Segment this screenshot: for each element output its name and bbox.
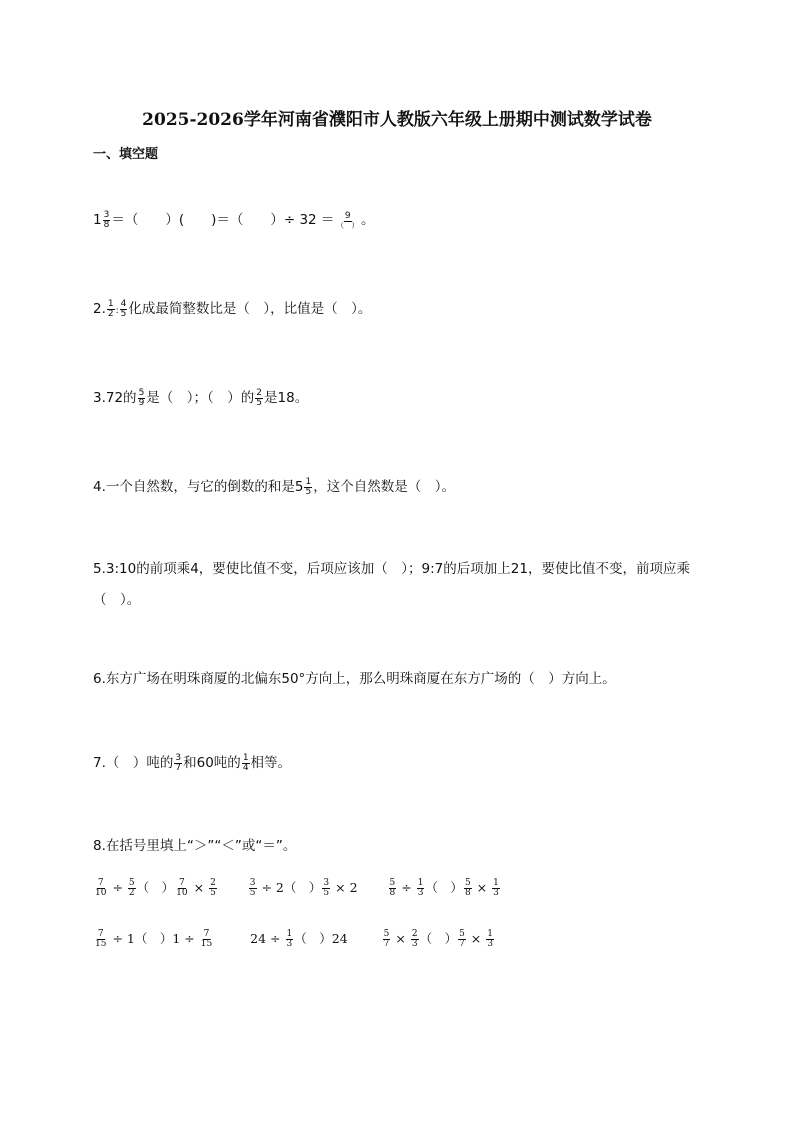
question-text: 化成最简整数比是（ ），比值是（ ）。 — [128, 301, 372, 317]
question-8 — [93, 836, 296, 856]
answer-blank[interactable]: （ ） — [425, 880, 463, 895]
comparison-item: $\frac{5}{8}$ ÷ $\frac{1}{3}$ （ ） $\frac{5}{8}$ × $\frac{1}{3}$ — [389, 878, 499, 898]
answer-blank[interactable]: （ ） — [294, 931, 332, 946]
question-text: 8.在括号里填上“＞”“＜”或“＝”。 — [93, 838, 297, 854]
fraction: $\frac{1}{5}$ — [305, 476, 312, 497]
fraction: $\frac{2}{5}$ — [256, 387, 263, 408]
comparison-row-2 — [93, 929, 495, 949]
answer-blank[interactable]: （ ） — [419, 931, 458, 946]
question-7: 7.（ ）吨的 $\frac{3}{7}$ 和60吨的 $\frac{1}{4}$ 相等。 — [93, 752, 292, 773]
answer-blank[interactable]: （ ） — [283, 880, 322, 895]
question-5 — [93, 559, 690, 610]
question-text: （ ）。 — [93, 592, 141, 608]
question-3: 3.72的 $\frac{5}{9}$ 是（ ）；（ ）的 $\frac{2}{5}$ 是18。 — [93, 387, 309, 408]
question-2: 2. $\frac{1}{2}$ : $\frac{4}{5}$ 化成最简整数比是（ ），比值是（ ）。 — [93, 298, 372, 319]
comparison-item: 24 ÷ $\frac{1}{3}$ （ ）24 — [250, 929, 348, 949]
fraction: $\frac{5}{9}$ — [138, 387, 145, 408]
comparison-item: $\frac{3}{5}$ ÷ 2（ ） $\frac{3}{5}$ × 2 — [249, 878, 358, 898]
question-4: 4.一个自然数，与它的倒数的和是5 $\frac{1}{5}$ ，这个自然数是（ ）。 — [93, 476, 455, 497]
answer-blank[interactable]: （ ） — [136, 880, 175, 895]
comparison-item: $\frac{5}{7}$ × $\frac{2}{3}$ （ ） $\frac{5}{7}$ × $\frac{1}{3}$ — [383, 929, 493, 949]
fraction: $\frac{1}{2}$ — [107, 298, 114, 319]
question-text: 5.3:10的前项乘4，要使比值不变，后项应该加（ ）；9:7的后项加上21，要使比值不变，前项应乘 — [93, 561, 690, 577]
fraction: $\frac{9}{( )}$ — [336, 210, 359, 230]
question-6 — [93, 669, 616, 689]
section-heading: 一、填空题 — [93, 147, 159, 162]
comparison-item: $\frac{7}{15}$ ÷ 1（ ）1 ÷ $\frac{7}{15}$ — [95, 929, 213, 949]
comparison-item: $\frac{7}{10}$ ÷ $\frac{5}{2}$ （ ） $\frac{7}{10}$ × $\frac{2}{5}$ — [95, 878, 216, 898]
fraction: $\frac{3}{8}$ — [103, 209, 110, 230]
fraction: $\frac{3}{7}$ — [175, 752, 182, 773]
question-1: 1 $\frac{3}{8}$ ＝（ ）( )＝（ ）÷ 32 ＝ $\frac{9}{( )}$ 。 — [93, 209, 375, 230]
answer-blank[interactable]: （ ） — [134, 931, 173, 946]
fraction: $\frac{4}{5}$ — [120, 298, 127, 319]
page-title: 2025-2026学年河南省濮阳市人教版六年级上册期中测试数学试卷 — [142, 110, 652, 130]
comparison-row-1 — [93, 878, 501, 898]
question-text: 6.东方广场在明珠商厦的北偏东50°方向上，那么明珠商厦在东方广场的（ ）方向上。 — [93, 671, 616, 687]
question-text: ＝（ ）( )＝（ ）÷ 32 ＝ — [111, 212, 335, 228]
fraction: $\frac{1}{4}$ — [242, 752, 249, 773]
question-number: 1 — [93, 212, 102, 228]
